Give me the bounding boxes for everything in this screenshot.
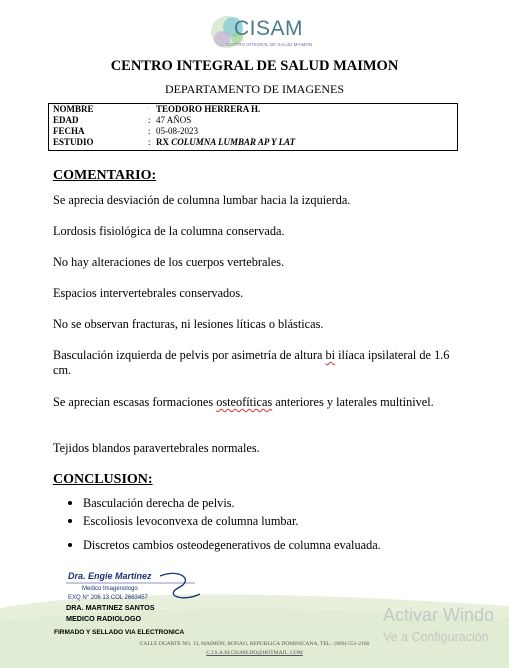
patient-sep-date: : (148, 126, 151, 136)
logo-text: CISAM (234, 17, 304, 40)
comment-paragraph (53, 395, 468, 410)
comment-title: COMENTARIO: (53, 168, 157, 183)
signer-title: MEDICO RADIOLOGO (66, 614, 142, 623)
patient-label-date: FECHA (53, 126, 85, 136)
spellcheck-word: osteofíticas (216, 395, 273, 409)
patient-value-date: 05-08-2023 (156, 126, 198, 136)
patient-label-study: ESTUDIO (53, 137, 94, 147)
bullet-icon (68, 519, 72, 523)
patient-info-table (48, 103, 458, 151)
logo-subtext: CENTRO INTEGRAL DE SALUD MAIMON (226, 42, 313, 47)
stamp-doctor-name: Dra. Engie Martinez (68, 571, 152, 581)
comment-paragraph (53, 348, 468, 378)
patient-value-name: TEODORO HERRERA H. (156, 104, 261, 114)
footer-email-link[interactable]: C.I.S.A.M.CISAM.DO@HOTMAIL .COM (206, 650, 303, 656)
patient-sep-age: : (148, 115, 151, 125)
activation-watermark-title: Activar Windo (383, 605, 495, 625)
comment-paragraph: Tejidos blandos paravertebrales normales. (53, 441, 260, 455)
bullet-icon (68, 543, 72, 547)
patient-sep-name: : (148, 107, 150, 112)
patient-value-study (156, 137, 295, 148)
conclusion-title: CONCLUSION: (53, 472, 153, 487)
patient-value-age: 47 AÑOS (156, 115, 192, 125)
patient-label-age: EDAD (53, 115, 79, 125)
conclusion-item-text: Basculación derecha de pelvis. (83, 496, 235, 510)
conclusion-item-text: Escoliosis levoconvexa de columna lumbar. (83, 514, 299, 528)
activation-watermark-subtitle: Ve a Configuración (383, 630, 489, 644)
stamp-doctor-code: EXQ N° 206 13 COL 2663457 (68, 595, 148, 601)
signer-name: DRA. MARTINEZ SANTOS (66, 603, 155, 612)
signature-note: FIRMADO Y SELLADO VIA ELECTRONICA (54, 629, 185, 636)
stamp-doctor-title: Medico Imagenologo (82, 586, 138, 592)
comment-paragraph: No se observan fracturas, ni lesiones líticas o blásticas. (53, 317, 324, 331)
footer-address: CALLE DUARTE NO. 13, MAIMÓN, BONAO, REPUBLICA DOMINICANA, TEL.: (809)-551-2166 (139, 641, 370, 647)
patient-sep-study: : (148, 137, 151, 147)
text-run: ilíaca ipsilateral de 1.6 cm. (53, 348, 450, 377)
patient-label-name: NOMBRE (53, 104, 94, 114)
study-prefix: RX (156, 137, 169, 147)
comment-paragraph: Lordosis fisiológica de la columna conservada. (53, 224, 285, 238)
text-run: Se aprecian escasas formaciones (53, 395, 217, 409)
comment-paragraph: Espacios intervertebrales conservados. (53, 286, 244, 300)
study-name: COLUMNA LUMBAR AP Y LAT (171, 137, 296, 147)
spellcheck-word: bi (325, 348, 336, 362)
conclusion-item-text: Discretos cambios osteodegenerativos de columna evaluada. (83, 538, 381, 552)
text-run: Basculación izquierda de pelvis por asimetría de altura (53, 348, 326, 362)
comment-paragraph: Se aprecia desviación de columna lumbar hacia la izquierda. (53, 193, 351, 207)
text-run: anteriores y laterales multinivel. (272, 395, 434, 409)
bullet-icon (68, 501, 72, 505)
comment-paragraph: No hay alteraciones de los cuerpos vertebrales. (53, 255, 285, 269)
organization-title: CENTRO INTEGRAL DE SALUD MAIMON (110, 58, 399, 74)
department-title: DEPARTAMENTO DE IMAGENES (165, 82, 344, 96)
